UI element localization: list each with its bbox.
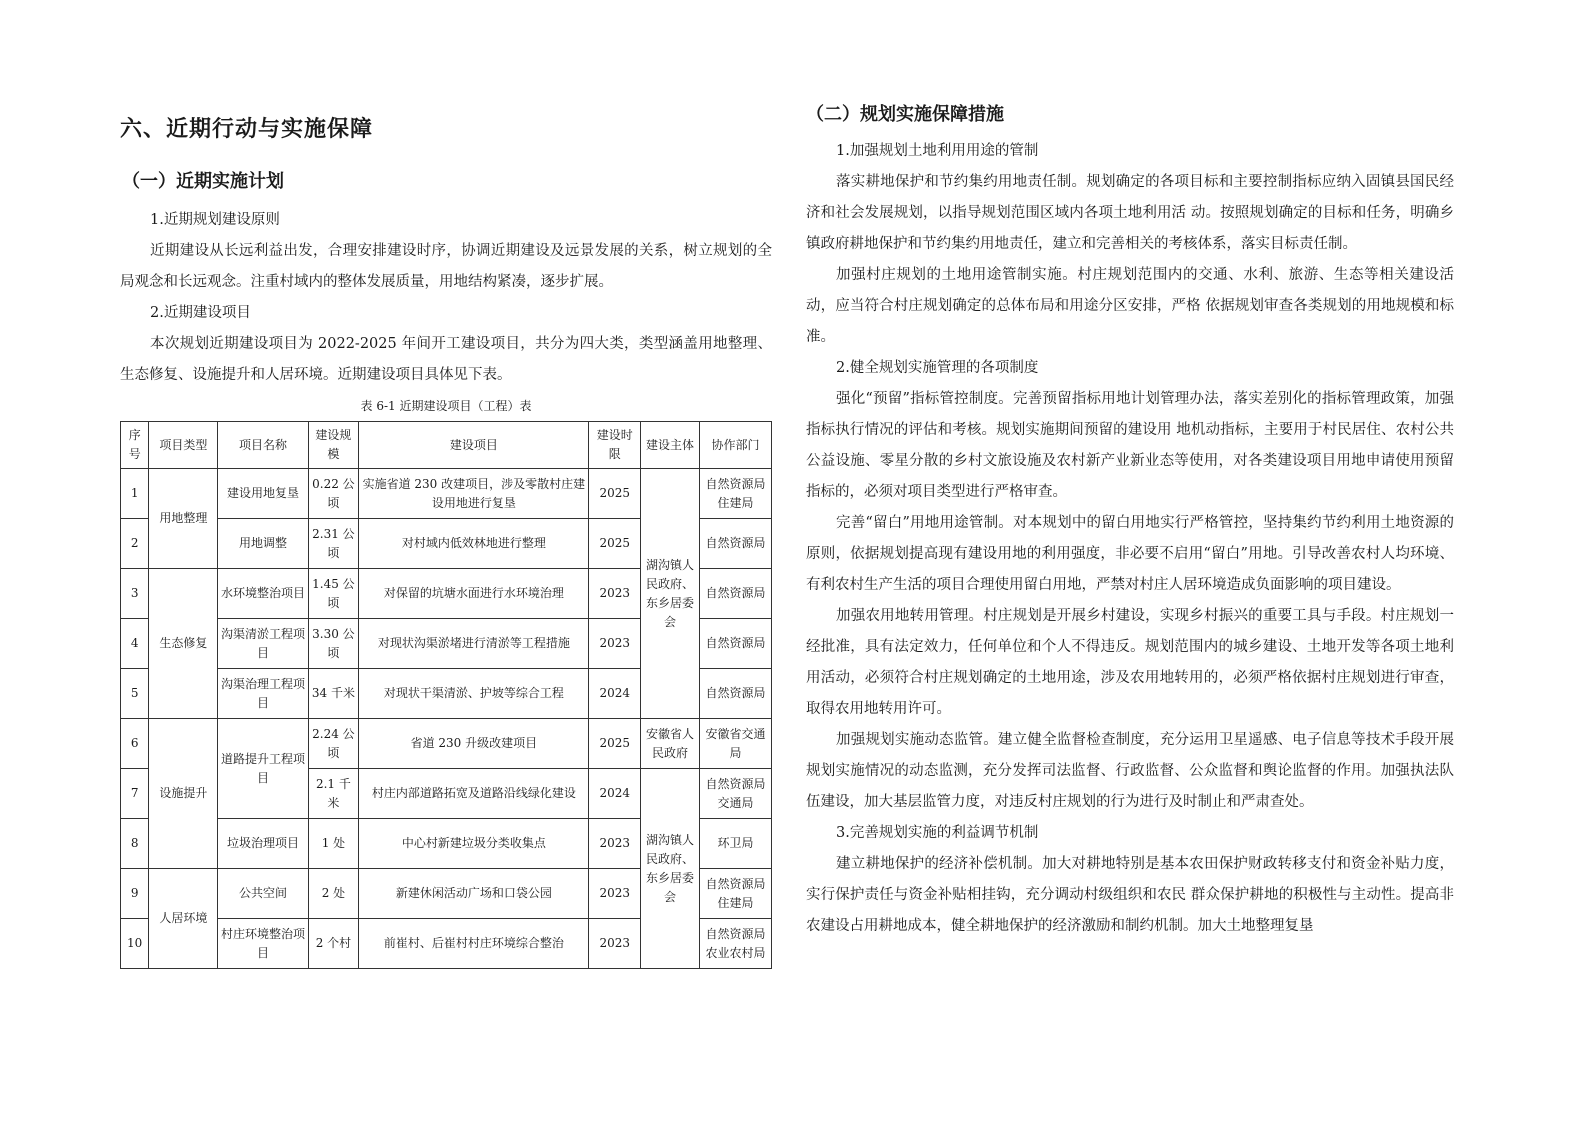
cell-name: 垃圾治理项目	[218, 819, 308, 869]
header-item: 建设项目	[359, 422, 589, 469]
cell-dept: 自然资源局交通局	[699, 769, 771, 819]
cell-item: 村庄内部道路拓宽及道路沿线绿化建设	[359, 769, 589, 819]
cell-dept: 自然资源局住建局	[699, 869, 771, 919]
paragraph: 建立耕地保护的经济补偿机制。加大对耕地特别是基本农田保护财政转移支付和资金补贴力度，实行保护责任与资金补贴相挂钩，充分调动村级组织和农民 群众保护耕地的积极性与主动性。提高非农建设占用耕地成本，健全耕地保护的经济激励和制约机制。加大土地整理复垦	[806, 856, 1454, 934]
cell-no: 1	[121, 469, 149, 519]
cell-name: 公共空间	[218, 869, 308, 919]
cell-name: 道路提升工程项目	[218, 719, 308, 819]
cell-type: 设施提升	[149, 719, 218, 869]
cell-name: 村庄环境整治项目	[218, 919, 308, 969]
cell-body: 湖沟镇人民政府、东乡居委会	[641, 769, 700, 969]
cell-dept: 环卫局	[699, 819, 771, 869]
cell-year: 2025	[589, 719, 641, 769]
section-title-near-term-plan: （一）近期实施计划	[122, 171, 284, 192]
cell-scale: 3.30 公顷	[308, 619, 359, 669]
cell-year: 2025	[589, 519, 641, 569]
cell-item: 新建休闲活动广场和口袋公园	[359, 869, 589, 919]
cell-no: 9	[121, 869, 149, 919]
cell-year: 2023	[589, 619, 641, 669]
cell-year: 2023	[589, 569, 641, 619]
subheading-management-systems: 2.健全规划实施管理的各项制度	[836, 360, 1039, 376]
right-column	[806, 100, 1454, 942]
chapter-title: 六、近期行动与实施保障	[120, 117, 374, 142]
cell-year: 2023	[589, 819, 641, 869]
cell-year: 2024	[589, 669, 641, 719]
cell-name: 建设用地复垦	[218, 469, 308, 519]
header-dept: 协作部门	[699, 422, 771, 469]
paragraph: 加强规划实施动态监管。建立健全监督检查制度，充分运用卫星遥感、电子信息等技术手段开展规划实施情况的动态监测，充分发挥司法监督、行政监督、公众监督和舆论监督的作用。加强执法队伍建设，加大基层监管力度，对违反村庄规划的行为进行及时制止和严肃查处。	[806, 732, 1454, 810]
subheading-land-use-control: 1.加强规划土地利用用途的管制	[836, 143, 1039, 159]
cell-scale: 1.45 公顷	[308, 569, 359, 619]
cell-name: 水环境整治项目	[218, 569, 308, 619]
cell-item: 中心村新建垃圾分类收集点	[359, 819, 589, 869]
cell-body: 湖沟镇人民政府、东乡居委会	[641, 469, 700, 719]
header-type: 项目类型	[149, 422, 218, 469]
cell-name: 沟渠清淤工程项目	[218, 619, 308, 669]
table-row	[121, 719, 772, 769]
cell-year: 2023	[589, 919, 641, 969]
cell-item: 对村域内低效林地进行整理	[359, 519, 589, 569]
cell-dept: 自然资源局	[699, 519, 771, 569]
cell-dept: 自然资源局	[699, 669, 771, 719]
section-title-safeguards: （二）规划实施保障措施	[806, 104, 1004, 125]
paragraph: 强化“预留”指标管控制度。完善预留指标用地计划管理办法，落实差别化的指标管理政策，加强指标执行情况的评估和考核。规划实施期间预留的建设用 地机动指标，主要用于村民居住、农村公共公益设施、零星分散的乡村文旅设施及农村新产业新业态等使用，对各类建设项目用地申请使用预留指标的，必须对项目类型进行严格审查。	[806, 391, 1454, 500]
header-year: 建设时限	[589, 422, 641, 469]
cell-scale: 2.24 公顷	[308, 719, 359, 769]
cell-year: 2023	[589, 869, 641, 919]
cell-item: 对保留的坑塘水面进行水环境治理	[359, 569, 589, 619]
header-body: 建设主体	[641, 422, 700, 469]
project-table	[120, 421, 772, 969]
cell-dept: 自然资源局	[699, 569, 771, 619]
cell-item: 省道 230 升级改建项目	[359, 719, 589, 769]
header-name: 项目名称	[218, 422, 308, 469]
header-scale: 建设规模	[308, 422, 359, 469]
table-row	[121, 469, 772, 519]
cell-year: 2025	[589, 469, 641, 519]
cell-item: 前崔村、后崔村村庄环境综合整治	[359, 919, 589, 969]
cell-no: 4	[121, 619, 149, 669]
cell-scale: 2.31 公顷	[308, 519, 359, 569]
cell-type: 人居环境	[149, 869, 218, 969]
left-column	[120, 112, 772, 969]
cell-dept: 自然资源局	[699, 619, 771, 669]
paragraph-principles: 近期建设从长远利益出发，合理安排建设时序，协调近期建设及远景发展的关系，树立规划的全局观念和长远观念。注重村域内的整体发展质量，用地结构紧凑，逐步扩展。	[120, 243, 772, 290]
cell-no: 10	[121, 919, 149, 969]
subheading-principles: 1.近期规划建设原则	[150, 212, 280, 228]
paragraph: 落实耕地保护和节约集约用地责任制。规划确定的各项目标和主要控制指标应纳入固镇县国民经济和社会发展规划，以指导规划范围区域内各项土地利用活 动。按照规划确定的目标和任务，明确乡镇政府耕地保护和节约集约用地责任，建立和完善相关的考核体系，落实目标责任制。	[806, 174, 1454, 252]
cell-no: 5	[121, 669, 149, 719]
cell-no: 8	[121, 819, 149, 869]
cell-type: 生态修复	[149, 569, 218, 719]
cell-no: 2	[121, 519, 149, 569]
cell-scale: 2 个村	[308, 919, 359, 969]
cell-scale: 1 处	[308, 819, 359, 869]
paragraph-projects: 本次规划近期建设项目为 2022-2025 年间开工建设项目，共分为四大类，类型涵盖用地整理、生态修复、设施提升和人居环境。近期建设项目具体见下表。	[120, 336, 772, 383]
subheading-benefit-adjustment: 3.完善规划实施的利益调节机制	[836, 825, 1039, 841]
cell-scale: 0.22 公顷	[308, 469, 359, 519]
cell-dept: 自然资源局农业农村局	[699, 919, 771, 969]
cell-name: 沟渠治理工程项目	[218, 669, 308, 719]
cell-body: 安徽省人民政府	[641, 719, 700, 769]
cell-dept: 安徽省交通局	[699, 719, 771, 769]
header-no: 序号	[121, 422, 149, 469]
cell-name: 用地调整	[218, 519, 308, 569]
table-header-row	[121, 422, 772, 469]
table-caption: 表 6-1 近期建设项目（工程）表	[360, 399, 532, 413]
subheading-projects: 2.近期建设项目	[150, 305, 251, 321]
cell-item: 实施省道 230 改建项目，涉及零散村庄建设用地进行复垦	[359, 469, 589, 519]
cell-no: 6	[121, 719, 149, 769]
paragraph: 加强农用地转用管理。村庄规划是开展乡村建设，实现乡村振兴的重要工具与手段。村庄规划一经批准，具有法定效力，任何单位和个人不得违反。规划范围内的城乡建设、土地开发等各项土地利用活动，必须符合村庄规划确定的土地用途，涉及农用地转用的，必须严格依据村庄规划进行审查，取得农用地转用许可。	[806, 608, 1454, 717]
cell-dept: 自然资源局住建局	[699, 469, 771, 519]
cell-type: 用地整理	[149, 469, 218, 569]
cell-year: 2024	[589, 769, 641, 819]
cell-item: 对现状干渠清淤、护坡等综合工程	[359, 669, 589, 719]
cell-scale: 34 千米	[308, 669, 359, 719]
cell-no: 3	[121, 569, 149, 619]
paragraph: 完善“留白”用地用途管制。对本规划中的留白用地实行严格管控，坚持集约节约利用土地资源的原则，依据规划提高现有建设用地的利用强度，非必要不启用“留白”用地。引导改善农村人均环境、有利农村生产生活的项目合理使用留白用地，严禁对村庄人居环境造成负面影响的项目建设。	[806, 515, 1454, 593]
cell-scale: 2.1 千米	[308, 769, 359, 819]
cell-no: 7	[121, 769, 149, 819]
cell-scale: 2 处	[308, 869, 359, 919]
paragraph: 加强村庄规划的土地用途管制实施。村庄规划范围内的交通、水利、旅游、生态等相关建设活动，应当符合村庄规划确定的总体布局和用途分区安排，严格 依据规划审查各类规划的用地规模和标准。	[806, 267, 1454, 345]
cell-item: 对现状沟渠淤堵进行清淤等工程措施	[359, 619, 589, 669]
